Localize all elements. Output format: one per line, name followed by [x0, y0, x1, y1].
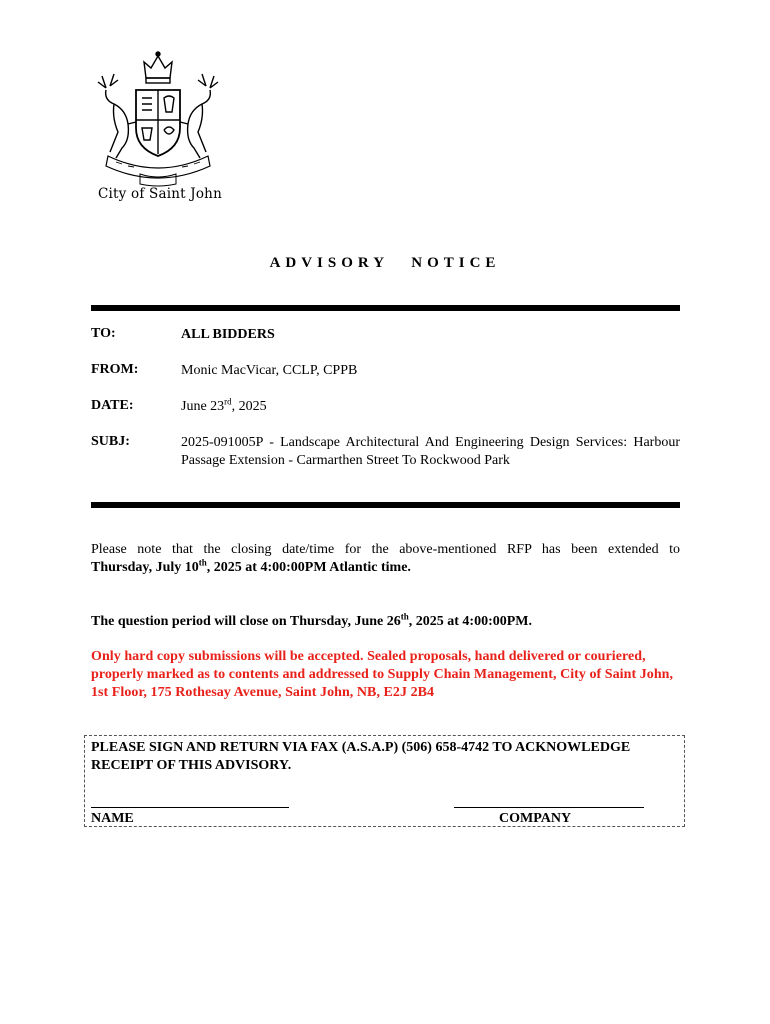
- date-value-suffix: rd: [224, 396, 232, 407]
- question-period-suffix: th: [400, 611, 409, 622]
- to-label: TO:: [91, 326, 116, 341]
- from-label: FROM:: [91, 362, 139, 377]
- subj-label: SUBJ:: [91, 434, 130, 449]
- closing-date-rest: , 2025 at 4:00:00PM Atlantic time.: [206, 560, 411, 575]
- name-label: NAME: [91, 811, 134, 826]
- date-label: DATE:: [91, 398, 134, 413]
- notice-title: ADVISORY NOTICE: [269, 255, 501, 271]
- name-signature-line[interactable]: [91, 807, 289, 808]
- hard-copy-notice: Only hard copy submissions will be accepted. Sealed proposals, hand delivered or couriered, properly marked as to contents and addressed to Supply Chain Management, City of Saint John, 1st Floor, 175 Rothesay Avenue, Saint John, NB, E2J 2B4: [91, 649, 674, 700]
- from-value: Monic MacVicar, CCLP, CPPB: [181, 363, 358, 378]
- acknowledgement-box: [84, 735, 685, 827]
- closing-date-suffix: th: [198, 557, 207, 568]
- question-period-rest: , 2025 at 4:00:00PM.: [408, 614, 533, 629]
- top-divider: [91, 305, 680, 311]
- bottom-divider: [91, 502, 680, 508]
- city-name: City of Saint John: [98, 186, 222, 202]
- question-period-main: The question period will close on Thursday, June 26: [91, 614, 401, 629]
- closing-extension-paragraph: [91, 541, 680, 577]
- company-signature-line[interactable]: [454, 807, 644, 808]
- date-value-main: June 23: [181, 399, 225, 414]
- to-value: ALL BIDDERS: [181, 327, 275, 342]
- date-value-year: , 2025: [231, 399, 267, 414]
- closing-date-main: Thursday, July 10: [91, 560, 199, 575]
- question-period-paragraph: [91, 613, 680, 631]
- city-coat-of-arms-icon: [92, 48, 227, 208]
- acknowledgement-instruction: PLEASE SIGN AND RETURN VIA FAX (A.S.A.P) (506) 658-4742 TO ACKNOWLEDGE RECEIPT OF THIS ADVISORY.: [91, 740, 631, 773]
- company-label: COMPANY: [499, 811, 572, 826]
- subj-value: 2025-091005P - Landscape Architectural And Engineering Design Services: Harbour Passage Extension - Carmarthen Street To Rockwood Park: [181, 435, 680, 468]
- closing-text: Please note that the closing date/time for the above-mentioned RFP has been extended to: [91, 542, 680, 557]
- date-value: [181, 398, 680, 416]
- closing-date-time: [91, 559, 680, 577]
